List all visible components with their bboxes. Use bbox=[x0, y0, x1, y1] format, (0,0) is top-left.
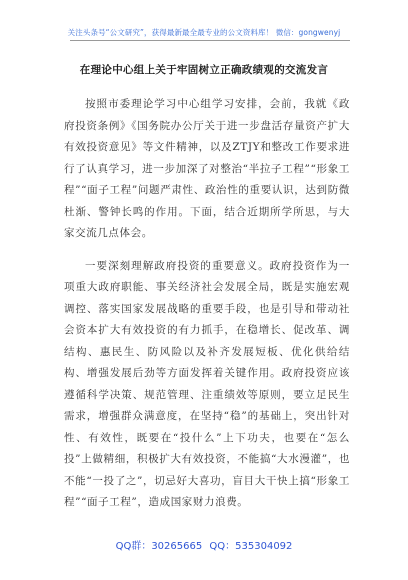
document-body bbox=[64, 94, 350, 514]
header-banner: 关注头条号“公文研究”，获得最新最全最专业的公文资料库！ 微信：gongwenyj bbox=[67, 28, 341, 37]
paragraph-intro: 按照市委理论学习中心组学习安排，会前，我就《政府投资条例》《国务院办公厅关于进一步盘活存量资产扩大有效投资意见》等文件精神，以及ZTJY和整改工作要求进行了认真学习，进一步加深了对整治“半拉子工程”“形象工程”“面子工程”问题严肃性、政治性的重要认识，达到防微杜渐、警钟长鸣的作用。下面，结合近期所学所思，与大家交流几点体会。 bbox=[64, 98, 350, 239]
paragraph-investment-significance: 一要深刻理解政府投资的重要意义。政府投资作为一项重大政府职能、事关经济社会发展全局，既是实施宏观调控、落实国家发展战略的重要手段，也是引导和带动社会资本扩大有效投资的有力抓手，在稳增长、促改革、调结构、惠民生、防风险以及补齐发展短板、优化供给结构、增强发展后劲等方面发挥着关键作用。政府投资应该遵循科学决策、规范管理、注重绩效等原则，要立足民生需求，增强群众满意度，在坚持“稳”的基础上，突出针对性、有效性，既要在“投什么”上下功夫，也要在“怎么投”上做精细，积极扩大有效投资，不能搞“大水漫灌”，也不能“一投了之”，切忌好大喜功，盲目大干快上搞“形象工程”“面子工程”，造成国家财力浪费。 bbox=[64, 259, 350, 508]
footer-contact: QQ群：30265665 QQ：535304092 bbox=[115, 541, 293, 552]
header-divider bbox=[70, 40, 350, 41]
document-title: 在理论中心组上关于牢固树立正确政绩观的交流发言 bbox=[79, 64, 329, 76]
